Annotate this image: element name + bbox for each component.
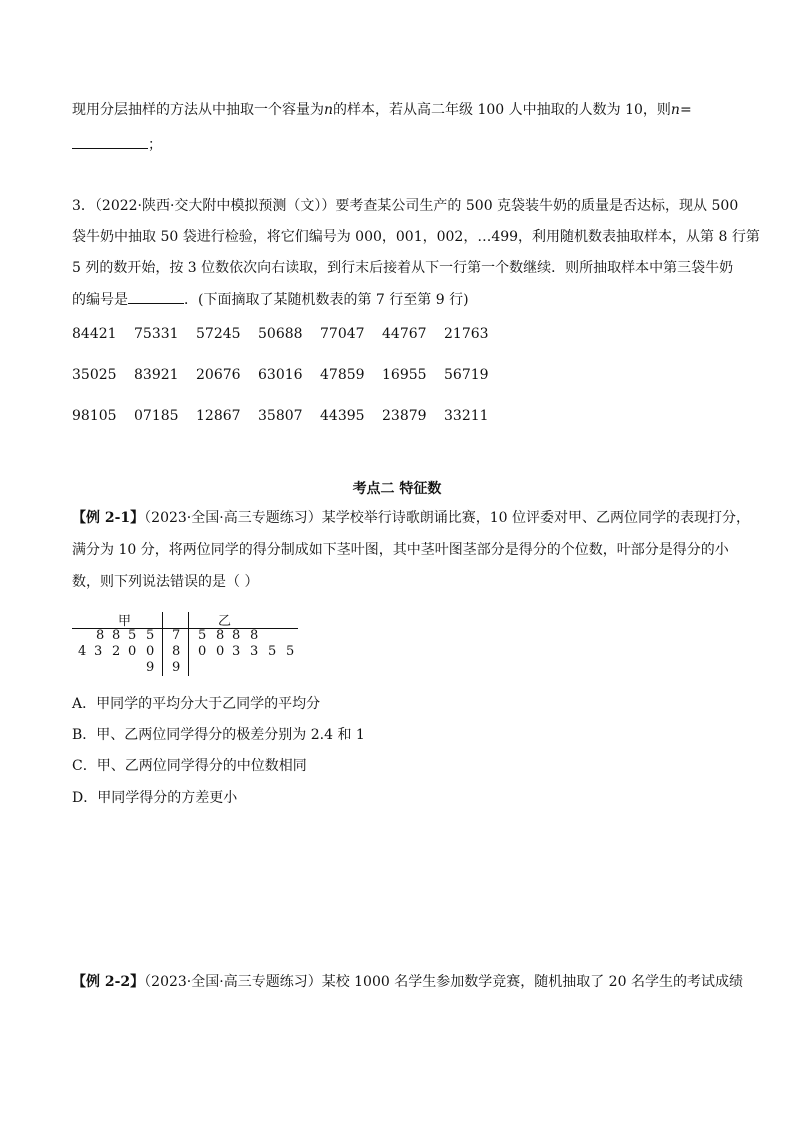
q3-line-4a: 的编号是 xyxy=(72,292,128,308)
leaf-left: 0 xyxy=(128,644,137,659)
table-cell: 56719 xyxy=(444,367,489,383)
leaf-right: 8 xyxy=(216,628,225,643)
table-cell: 20676 xyxy=(196,367,241,383)
option-c[interactable]: C．甲、乙两位同学得分的中位数相同 xyxy=(72,758,307,774)
intro-line-1 xyxy=(72,100,722,120)
intro-line-2 xyxy=(72,134,722,155)
leaf-left: 9 xyxy=(146,660,155,675)
leaf-right: 8 xyxy=(232,628,241,643)
stem-leaf-right-header: 乙 xyxy=(218,614,232,629)
leaf-left: 8 xyxy=(112,628,121,643)
ex21-label: 【例 2-1】 xyxy=(72,510,145,526)
leaf-left: 2 xyxy=(112,644,121,659)
leaf-right: 0 xyxy=(198,644,207,659)
table-cell: 35807 xyxy=(258,408,303,424)
table-cell: 63016 xyxy=(258,367,303,383)
table-cell: 83921 xyxy=(134,367,179,383)
table-cell: 44395 xyxy=(320,408,365,424)
ex21-line-3: 数，则下列说法错误的是（ ） xyxy=(72,574,259,590)
leaf-right: 8 xyxy=(250,628,259,643)
leaf-right: 3 xyxy=(232,644,241,659)
stem: 8 xyxy=(172,644,181,659)
option-b[interactable]: B．甲、乙两位同学得分的极差分别为 2.4 和 1 xyxy=(72,727,365,743)
q3-line-2: 袋牛奶中抽取 50 袋进行检验，将它们编号为 000，001，002，…499，利用随机数表抽取样本，从第 8 行第 xyxy=(72,229,760,245)
leaf-right: 5 xyxy=(286,644,295,659)
q3-line-3: 5 列的数开始，按 3 位数依次向右读取，到行末后接着从下一行第一个数继续．则所抽取样本中第三袋牛奶 xyxy=(72,260,734,276)
table-cell: 16955 xyxy=(382,367,427,383)
intro-text-1: 现用分层抽样的方法从中抽取一个容量为 xyxy=(72,102,324,118)
option-d[interactable]: D．甲同学得分的方差更小 xyxy=(72,790,238,806)
table-cell: 07185 xyxy=(134,408,179,424)
ex22-text-1: （2023·全国·高三专题练习）某校 1000 名学生参加数学竞赛，随机抽取了 20 名学生的考试成绩 xyxy=(144,974,743,990)
stem-leaf-left-header: 甲 xyxy=(118,614,132,629)
ex22-label: 【例 2-2】 xyxy=(72,974,145,990)
intro-line-end: ； xyxy=(148,137,162,153)
stem-leaf-plot xyxy=(72,610,302,680)
leaf-left: 3 xyxy=(94,644,103,659)
leaf-left: 5 xyxy=(146,628,155,643)
leaf-left: 8 xyxy=(96,628,105,643)
q3-line-4 xyxy=(72,289,722,310)
stem: 7 xyxy=(172,628,181,643)
table-cell: 84421 xyxy=(72,326,117,342)
leaf-left: 4 xyxy=(78,644,87,659)
answer-blank-2[interactable] xyxy=(128,289,184,304)
table-cell: 33211 xyxy=(444,408,489,424)
table-cell: 44767 xyxy=(382,326,427,342)
option-a[interactable]: A．甲同学的平均分大于乙同学的平均分 xyxy=(72,696,321,712)
ex21-line-2: 满分为 10 分，将两位同学的得分制成如下茎叶图，其中茎叶图茎部分是得分的个位数，叶部分是得分的小 xyxy=(72,542,729,558)
q3-line-1: 3．（2022·陕西·交大附中模拟预测（文））要考查某公司生产的 500 克袋装牛奶的质量是否达标，现从 500 xyxy=(72,198,739,214)
table-cell: 50688 xyxy=(258,326,303,342)
table-cell: 57245 xyxy=(196,326,241,342)
table-cell: 47859 xyxy=(320,367,365,383)
table-cell: 21763 xyxy=(444,326,489,342)
intro-text-1b: 的样本，若从高二年级 100 人中抽取的人数为 10，则 xyxy=(333,102,671,118)
ex21-text-1: （2023·全国·高三专题练习）某学校举行诗歌朗诵比赛，10 位评委对甲、乙两位同学的表现打分， xyxy=(144,510,750,526)
ex22-line-1 xyxy=(72,972,743,992)
table-cell: 35025 xyxy=(72,367,117,383)
q3-line-4b: ．(下面摘取了某随机数表的第 7 行至第 9 行) xyxy=(184,292,469,308)
table-cell: 12867 xyxy=(196,408,241,424)
section-title: 考点二 特征数 xyxy=(352,481,442,497)
answer-blank-1[interactable] xyxy=(72,134,148,149)
stem-leaf-row-9 xyxy=(72,660,302,676)
leaf-right: 5 xyxy=(198,628,207,643)
leaf-left: 5 xyxy=(128,628,137,643)
stem: 9 xyxy=(172,660,181,675)
table-cell: 23879 xyxy=(382,408,427,424)
leaf-right: 3 xyxy=(250,644,259,659)
table-cell: 75331 xyxy=(134,326,179,342)
var-n: n xyxy=(324,102,334,118)
table-cell: 98105 xyxy=(72,408,117,424)
leaf-right: 0 xyxy=(216,644,225,659)
ex21-line-1 xyxy=(72,508,750,528)
var-n-2: n xyxy=(670,102,680,118)
stem-leaf-row-7 xyxy=(72,628,302,644)
leaf-left: 0 xyxy=(146,644,155,659)
stem-leaf-row-8 xyxy=(72,644,302,660)
leaf-right: 5 xyxy=(268,644,277,659)
table-cell: 77047 xyxy=(320,326,365,342)
equals-sign: = xyxy=(679,102,692,118)
